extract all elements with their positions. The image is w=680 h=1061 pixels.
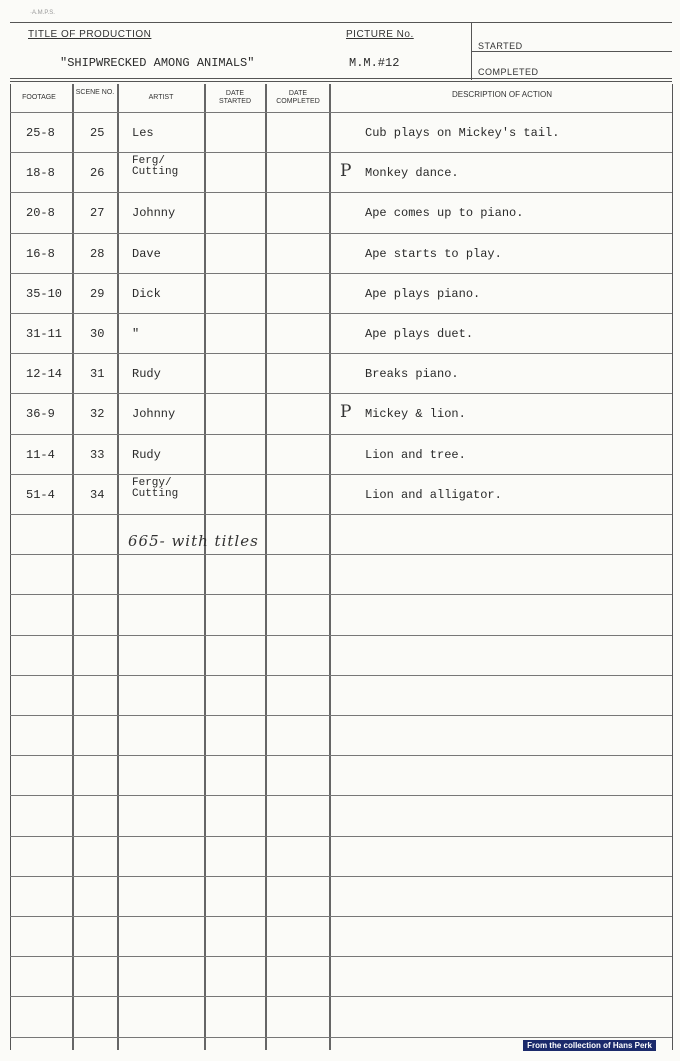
row-rule — [10, 594, 672, 595]
row-rule — [10, 715, 672, 716]
row-rule — [10, 554, 672, 555]
description-cell: Breaks piano. — [365, 367, 459, 381]
col-date-completed: DATE COMPLETED — [276, 90, 320, 105]
column-rule — [265, 84, 267, 1050]
footage-cell: 12-14 — [26, 367, 63, 381]
column-rule — [72, 84, 74, 1050]
scene-cell: 30 — [90, 327, 105, 341]
row-rule — [10, 233, 672, 234]
row-rule — [10, 996, 672, 997]
started-label: STARTED — [478, 41, 523, 51]
scene-cell: 25 — [90, 126, 105, 140]
row-rule — [10, 916, 672, 917]
row-rule — [10, 836, 672, 837]
scene-cell: 26 — [90, 166, 105, 180]
footage-cell: 18-8 — [26, 166, 55, 180]
col-artist: ARTIST — [148, 94, 174, 101]
footage-cell: 25-8 — [26, 126, 55, 140]
started-rule — [472, 51, 672, 52]
approval-mark: P — [340, 161, 352, 181]
description-cell: Lion and tree. — [365, 448, 466, 462]
description-cell: Mickey & lion. — [365, 407, 466, 421]
row-rule — [10, 876, 672, 877]
description-cell: Lion and alligator. — [365, 488, 502, 502]
row-rule — [10, 1037, 672, 1038]
column-rule — [672, 84, 673, 1050]
row-rule — [10, 956, 672, 957]
footage-cell: 35-10 — [26, 287, 63, 301]
row-rule — [10, 273, 672, 274]
top-rule — [10, 22, 672, 23]
artist-cell: Johnny — [132, 206, 176, 220]
title-value: "SHIPWRECKED AMONG ANIMALS" — [60, 56, 255, 70]
col-footage: FOOTAGE — [22, 94, 56, 101]
header-bottom-rule-2 — [10, 81, 672, 82]
collection-credit: From the collection of Hans Perk — [523, 1040, 656, 1051]
column-rule — [204, 84, 206, 1050]
row-rule — [10, 112, 672, 113]
row-rule — [10, 434, 672, 435]
description-cell: Ape plays piano. — [365, 287, 481, 301]
artist-cell: Rudy — [132, 367, 161, 381]
artist-cell: Dick — [132, 287, 161, 301]
artist-cell: Ferg/ Cutting — [132, 155, 179, 178]
col-description: DESCRIPTION OF ACTION — [451, 90, 552, 99]
description-cell: Ape comes up to piano. — [365, 206, 524, 220]
row-rule — [10, 755, 672, 756]
column-rule — [117, 84, 119, 1050]
completed-label: COMPLETED — [478, 67, 539, 77]
column-rule — [329, 84, 331, 1050]
scene-cell: 28 — [90, 247, 105, 261]
stamp-mark: ·A.M.P.S. — [30, 10, 55, 16]
row-rule — [10, 474, 672, 475]
header-bottom-rule — [10, 78, 672, 79]
description-cell: Monkey dance. — [365, 166, 459, 180]
footage-cell: 11-4 — [26, 448, 55, 462]
col-scene: SCENE NO. — [75, 89, 115, 96]
row-rule — [10, 192, 672, 193]
row-rule — [10, 514, 672, 515]
scene-cell: 34 — [90, 488, 105, 502]
row-rule — [10, 313, 672, 314]
title-label: TITLE OF PRODUCTION — [28, 29, 152, 40]
scene-cell: 31 — [90, 367, 105, 381]
description-cell: Ape starts to play. — [365, 247, 502, 261]
row-rule — [10, 152, 672, 153]
artist-cell: Fergy/ Cutting — [132, 477, 179, 500]
artist-cell: Johnny — [132, 407, 176, 421]
approval-mark: P — [340, 402, 352, 422]
handwritten-total: 665- with titles — [128, 532, 259, 550]
description-cell: Cub plays on Mickey's tail. — [365, 126, 560, 140]
footage-cell: 16-8 — [26, 247, 55, 261]
artist-cell: Rudy — [132, 448, 161, 462]
col-date-started: DATE STARTED — [218, 90, 252, 105]
picture-label: PICTURE No. — [346, 29, 414, 40]
row-rule — [10, 635, 672, 636]
artist-cell: " — [132, 327, 140, 341]
row-rule — [10, 795, 672, 796]
footage-cell: 51-4 — [26, 488, 55, 502]
picture-value: M.M.#12 — [349, 56, 400, 70]
scene-cell: 29 — [90, 287, 105, 301]
footage-cell: 36-9 — [26, 407, 55, 421]
artist-cell: Dave — [132, 247, 161, 261]
row-rule — [10, 393, 672, 394]
artist-cell: Les — [132, 126, 154, 140]
row-rule — [10, 675, 672, 676]
row-rule — [10, 353, 672, 354]
footage-cell: 31-11 — [26, 327, 63, 341]
scene-cell: 32 — [90, 407, 105, 421]
column-rule — [10, 84, 11, 1050]
description-cell: Ape plays duet. — [365, 327, 474, 341]
scene-cell: 33 — [90, 448, 105, 462]
footage-cell: 20-8 — [26, 206, 55, 220]
scene-cell: 27 — [90, 206, 105, 220]
